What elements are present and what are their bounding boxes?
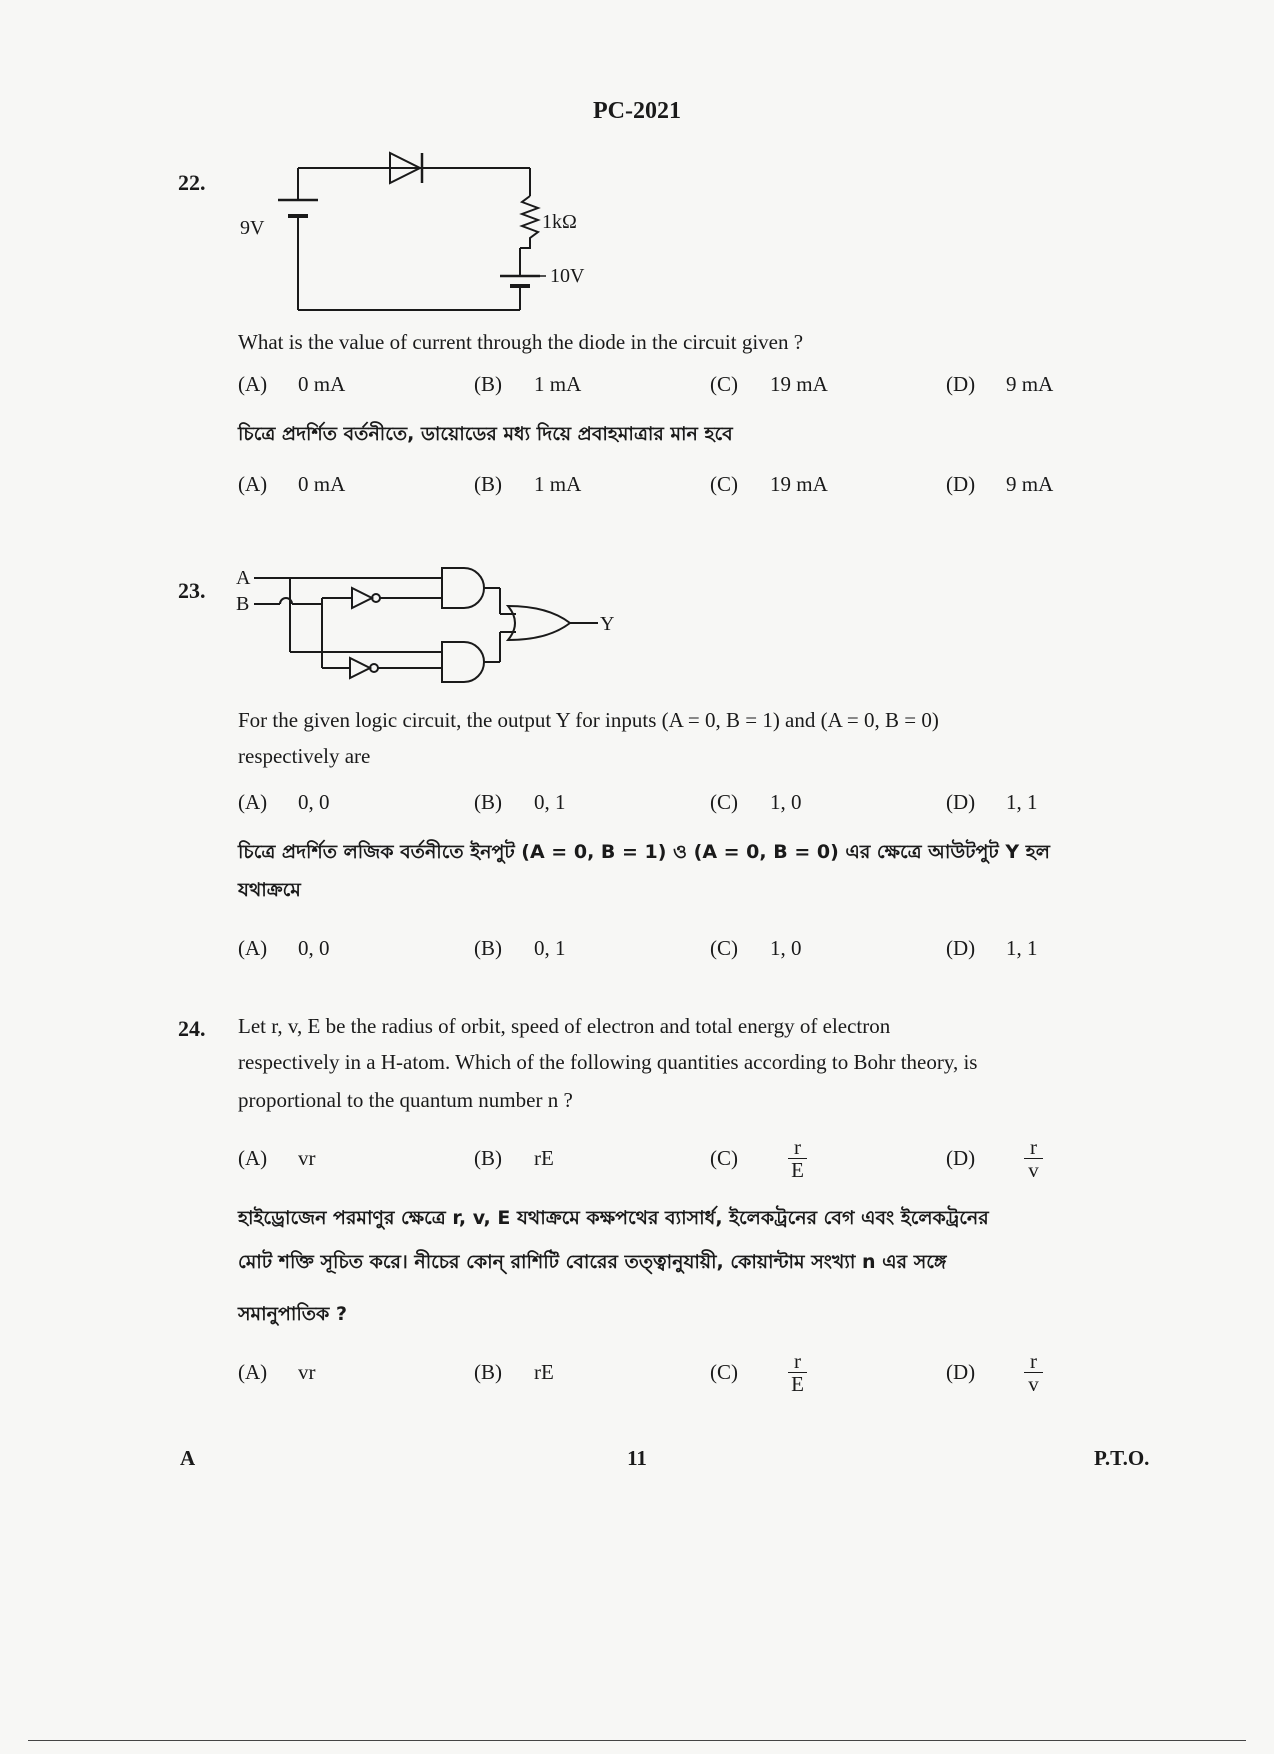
q24-question-bn-line1: হাইড্রোজেন পরমাণুর ক্ষেত্রে r, v, E যথাক্রমে কক্ষপথের ব্যাসার্ধ, ইলেকট্রনের বেগ এবং ইলেকট্রনের bbox=[238, 1207, 989, 1229]
bottom-rule bbox=[28, 1740, 1246, 1741]
q22-question-en: What is the value of current through the diode in the circuit given ? bbox=[238, 330, 804, 354]
q22-option-c: (C) 19 mA bbox=[710, 372, 828, 396]
q24-question-en-line3: proportional to the quantum number n ? bbox=[238, 1088, 573, 1112]
q22-option-b: (B) 1 mA bbox=[474, 372, 582, 396]
not-gate-bottom bbox=[350, 658, 378, 678]
label-10v: 10V bbox=[550, 265, 585, 287]
fraction-r-over-v-bn: $\frac{r}{v}$ bbox=[1024, 1350, 1043, 1395]
q23-option-a-bn: (A) 0, 0 bbox=[238, 936, 330, 960]
q24-option-b-bn: (B) rE bbox=[474, 1360, 554, 1384]
q22-option-d: (D) 9 mA bbox=[946, 372, 1054, 396]
q23-question-bn-line2: যথাক্রমে bbox=[238, 879, 301, 901]
q22-option-c-bn: (C) 19 mA bbox=[710, 472, 828, 496]
page-header-code: PC-2021 bbox=[593, 98, 681, 124]
footer-page-number: 11 bbox=[627, 1446, 647, 1470]
label-input-b: B bbox=[236, 593, 250, 615]
q23-option-d-bn: (D) 1, 1 bbox=[946, 936, 1038, 960]
battery-left-symbol bbox=[278, 200, 318, 216]
fraction-r-over-e: $\frac{r}{E}$ bbox=[788, 1136, 807, 1181]
and-gate-top bbox=[442, 568, 484, 608]
q22-option-d-bn: (D) 9 mA bbox=[946, 472, 1054, 496]
q22-number: 22. bbox=[178, 170, 206, 195]
q24-option-d: (D) $\frac{r}{v}$ bbox=[946, 1136, 1182, 1181]
q24-options-bn bbox=[238, 1350, 1182, 1395]
q22-options-bn bbox=[238, 472, 1182, 497]
fraction-r-over-e-bn: $\frac{r}{E}$ bbox=[788, 1350, 807, 1395]
q23-question-en-line2: respectively are bbox=[238, 744, 371, 768]
or-gate bbox=[508, 606, 570, 640]
q22-option-b-bn: (B) 1 mA bbox=[474, 472, 582, 496]
fraction-r-over-v: $\frac{r}{v}$ bbox=[1024, 1136, 1043, 1181]
q24-question-bn-line3: সমানুপাতিক ? bbox=[238, 1303, 347, 1325]
q23-options-en bbox=[238, 790, 1182, 815]
battery-right-symbol bbox=[500, 276, 546, 286]
q23-option-b-bn: (B) 0, 1 bbox=[474, 936, 566, 960]
label-input-a: A bbox=[236, 567, 251, 589]
not-gate-top bbox=[352, 588, 380, 608]
q23-number: 23. bbox=[178, 578, 206, 603]
q24-option-c-bn: (C) $\frac{r}{E}$ bbox=[710, 1350, 946, 1395]
q23-logic-circuit-diagram bbox=[232, 562, 672, 692]
q23-option-c-bn: (C) 1, 0 bbox=[710, 936, 802, 960]
label-1k-ohm: 1kΩ bbox=[542, 211, 577, 233]
label-9v: 9V bbox=[240, 217, 265, 239]
q24-option-a-bn: (A) vr bbox=[238, 1360, 316, 1384]
q24-question-en-line2: respectively in a H-atom. Which of the following quantities according to Bohr theory, is bbox=[238, 1050, 978, 1074]
q23-question-en-line1: For the given logic circuit, the output Y for inputs (A = 0, B = 1) and (A = 0, B = 0) bbox=[238, 708, 939, 732]
q24-option-c: (C) $\frac{r}{E}$ bbox=[710, 1136, 946, 1181]
q23-option-d: (D) 1, 1 bbox=[946, 790, 1038, 814]
q24-question-en-line1: Let r, v, E be the radius of orbit, speed of electron and total energy of electron bbox=[238, 1014, 891, 1038]
q24-question-bn-line2: মোট শক্তি সূচিত করে। নীচের কোন্ রাশিটি বোরের তত্ত্বানুযায়ী, কোয়ান্টাম সংখ্যা n এর সঙ্গে bbox=[238, 1251, 947, 1273]
footer-pto: P.T.O. bbox=[1094, 1446, 1150, 1470]
q22-question-bn: চিত্রে প্রদর্শিত বর্তনীতে, ডায়োডের মধ্য দিয়ে প্রবাহমাত্রার মান হবে bbox=[238, 423, 733, 445]
q24-option-a: (A) vr bbox=[238, 1146, 316, 1170]
q23-question-bn-line1: চিত্রে প্রদর্শিত লজিক বর্তনীতে ইনপুট (A = 0, B = 1) ও (A = 0, B = 0) এর ক্ষেত্রে আউটপুট Y হল bbox=[238, 841, 1050, 863]
q23-option-b: (B) 0, 1 bbox=[474, 790, 566, 814]
label-output-y: Y bbox=[600, 613, 615, 635]
q23-options-bn bbox=[238, 936, 1182, 961]
footer-set-code: A bbox=[180, 1446, 196, 1470]
q22-options-en bbox=[238, 372, 1182, 397]
q22-circuit-diagram bbox=[230, 148, 610, 318]
q23-option-a: (A) 0, 0 bbox=[238, 790, 330, 814]
q24-number: 24. bbox=[178, 1016, 206, 1041]
q23-option-c: (C) 1, 0 bbox=[710, 790, 802, 814]
q24-options-en bbox=[238, 1136, 1182, 1181]
q22-option-a: (A) 0 mA bbox=[238, 372, 346, 396]
q22-option-a-bn: (A) 0 mA bbox=[238, 472, 346, 496]
q24-option-b: (B) rE bbox=[474, 1146, 554, 1170]
and-gate-bottom bbox=[442, 642, 484, 682]
resistor-symbol bbox=[520, 196, 538, 248]
q24-option-d-bn: (D) $\frac{r}{v}$ bbox=[946, 1350, 1182, 1395]
